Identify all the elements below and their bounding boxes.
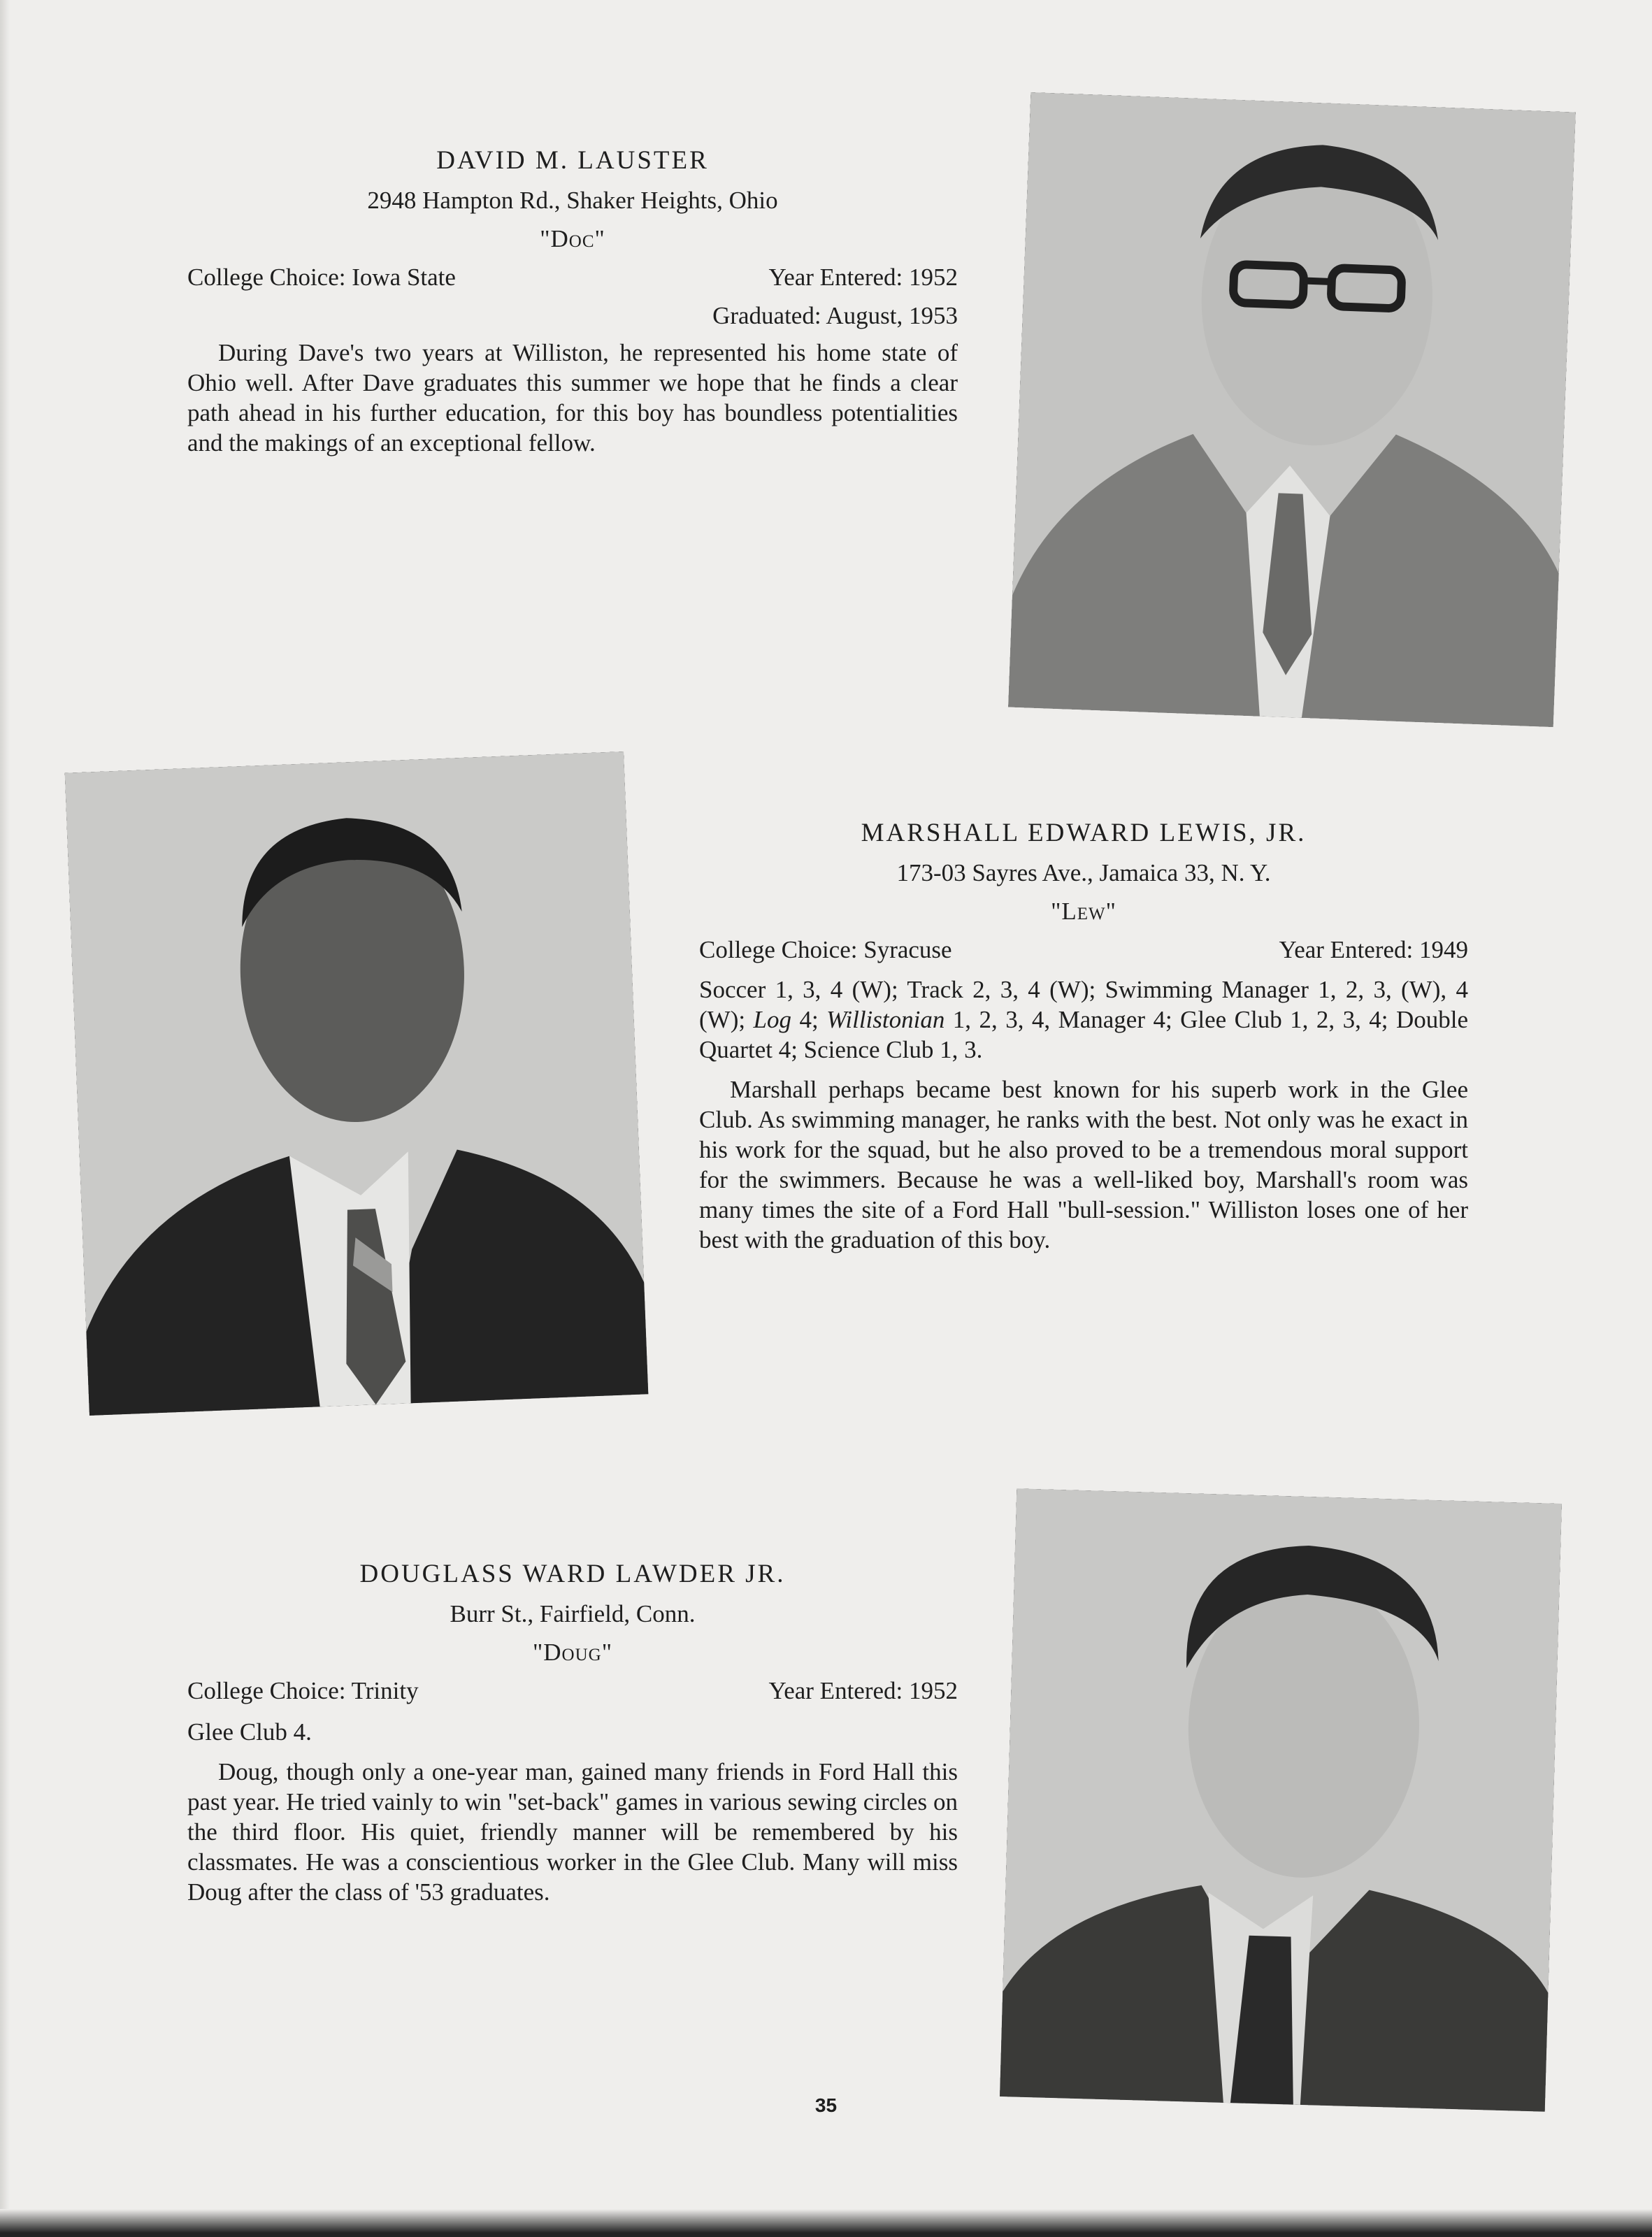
student-name: DOUGLASS WARD LAWDER JR. (359, 1560, 786, 1588)
student-bio: During Dave's two years at Williston, he represented his home state of Ohio well. After Dave graduates this summer we hope that he finds a clear path ahead in his further education, for this boy has boundless potentialities and the makings of an exceptional fellow. (187, 339, 958, 456)
student-name: DAVID M. LAUSTER (436, 146, 709, 175)
college-choice: College Choice: Trinity (187, 1677, 419, 1704)
student-address: Burr St., Fairfield, Conn. (450, 1600, 696, 1627)
page-binding-edge (0, 0, 10, 2237)
entry-lauster (187, 145, 958, 458)
student-address: 173-03 Sayres Ave., Jamaica 33, N. Y. (896, 859, 1271, 886)
page-number: 35 (814, 2094, 838, 2116)
portrait-photo-lewis (65, 751, 649, 1416)
portrait-photo-lauster (1008, 92, 1576, 727)
student-activities: Glee Club 4. (187, 1718, 312, 1746)
log-publication: Log (753, 1006, 791, 1033)
student-bio: Doug, though only a one-year man, gained many friends in Ford Hall this past year. He tried vainly to win "set-back" games in various sewing circles on the third floor. His quiet, friendly manner will be remembered by his classmates. He was a conscientious worker in the Glee Club. Many will miss Doug after the class of '53 graduates. (187, 1758, 958, 1906)
student-nickname: "Doug" (532, 1639, 612, 1666)
year-entered: Year Entered: 1952 (768, 1677, 958, 1704)
college-choice: College Choice: Syracuse (699, 936, 952, 963)
year-entered: Year Entered: 1952 (768, 264, 958, 291)
entry-lewis (699, 818, 1468, 1255)
page-bottom-edge (0, 2209, 1652, 2237)
student-nickname: "Doc" (540, 225, 605, 252)
student-activities: Soccer 1, 3, 4 (W); Track 2, 3, 4 (W); Swimming Manager 1, 2, 3, (W), 4 (W); Log 4; Willistonian 1, 2, 3, 4, Manager 4; Glee Club 1, 2, 3, 4; Double Quartet 4; Science Club 1, 3. (699, 976, 1468, 1063)
year-entered: Year Entered: 1949 (1279, 936, 1468, 963)
student-nickname: "Lew" (1051, 898, 1116, 925)
student-bio: Marshall perhaps became best known for his superb work in the Glee Club. As swimming manager, he ranks with the best. Not only was he exact in his work for the squad, but he also proved to be a tremendous moral support for the swimmers. Because he was a well-liked boy, Marshall's room was many times the site of a Ford Hall "bull-session." Williston loses one of her best with the graduation of this boy. (699, 1076, 1468, 1253)
graduated-date: Graduated: August, 1953 (712, 302, 958, 329)
portrait-photo-lawder (1000, 1488, 1562, 2111)
student-address: 2948 Hampton Rd., Shaker Heights, Ohio (367, 187, 778, 214)
student-name: MARSHALL EDWARD LEWIS, JR. (861, 819, 1307, 847)
willistonian-publication: Willistonian (826, 1006, 945, 1033)
college-choice: College Choice: Iowa State (187, 264, 456, 291)
entry-lawder (187, 1559, 958, 1907)
